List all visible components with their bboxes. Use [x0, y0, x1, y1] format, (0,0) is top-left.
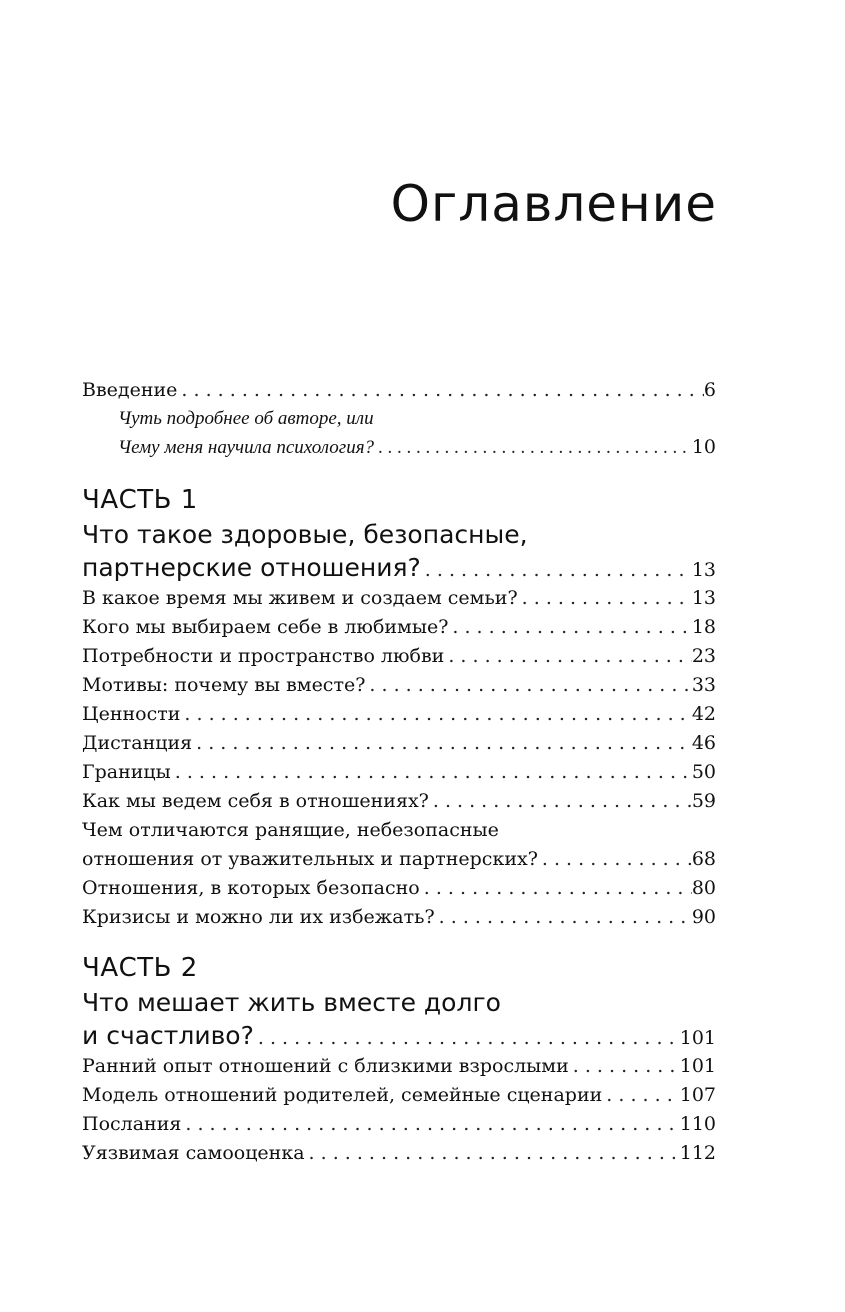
- dot-leader: [538, 845, 692, 874]
- toc-intro: [82, 376, 716, 462]
- toc-entry-page: 107: [679, 1084, 716, 1106]
- part-title-line1[interactable]: Что такое здоровые, безопасные,: [82, 520, 528, 549]
- part-title-line2: и счастливо?: [82, 1021, 254, 1050]
- toc-part1: [82, 482, 716, 932]
- toc-entry[interactable]: [82, 845, 716, 874]
- toc-entry-title: Потребности и пространство любви: [82, 645, 445, 667]
- toc-entry[interactable]: [82, 700, 716, 729]
- toc-entry-title: Отношения, в которых безопасно: [82, 877, 420, 899]
- toc-entry-page: 50: [691, 761, 716, 783]
- toc-entry-title: Введение: [82, 379, 178, 401]
- toc-subentry-line1[interactable]: Чуть подробнее об авторе, или: [118, 408, 374, 429]
- toc-entry-page: 23: [691, 645, 716, 667]
- toc-entry-page: 42: [691, 703, 716, 725]
- toc-entry-page: 101: [679, 1055, 716, 1077]
- toc-entry-line1[interactable]: Чем отличаются ранящие, небезопасные: [82, 819, 499, 841]
- dot-leader: [254, 1022, 680, 1055]
- toc-entry-title: Дистанция: [82, 732, 193, 754]
- part-label: ЧАСТЬ 2: [82, 953, 198, 983]
- toc-entry[interactable]: [82, 874, 716, 903]
- toc-entry-page: 68: [691, 848, 716, 870]
- dot-leader: [180, 700, 691, 729]
- toc-entry[interactable]: [82, 671, 716, 700]
- toc-entry-title: Границы: [82, 761, 171, 783]
- toc-entry-page: 10: [691, 436, 716, 458]
- dot-leader: [448, 613, 691, 642]
- toc-entry[interactable]: [82, 584, 716, 613]
- toc-entry[interactable]: [82, 613, 716, 642]
- toc-entry-page: 18: [691, 616, 716, 638]
- toc-entry-title: Ранний опыт отношений с близкими взрослыми: [82, 1055, 569, 1077]
- dot-leader: [305, 1139, 680, 1168]
- toc-entry-page: 110: [679, 1113, 716, 1135]
- dot-leader: [444, 642, 691, 671]
- toc-entry-page: 33: [691, 674, 716, 696]
- toc-entry-intro[interactable]: [82, 376, 716, 405]
- toc-entry-title: Чему меня научила психология?: [118, 437, 375, 458]
- toc-entry-page: 6: [703, 379, 716, 401]
- dot-leader: [429, 787, 692, 816]
- dot-leader: [569, 1052, 680, 1081]
- toc-entry-page: 101: [679, 1027, 716, 1049]
- toc-entry-title: Кого мы выбираем себе в любимые?: [82, 616, 449, 638]
- toc-entry-title: Уязвимая самооценка: [82, 1142, 305, 1164]
- page-title: Оглавление: [390, 175, 717, 233]
- toc-entry-part2[interactable]: [82, 1019, 716, 1052]
- toc-part2: [82, 950, 716, 1168]
- toc-entry-title: отношения от уважительных и партнерских?: [82, 848, 538, 870]
- toc-entry-page: 59: [691, 790, 716, 812]
- part-label: ЧАСТЬ 1: [82, 485, 198, 515]
- part-title-line1[interactable]: Что мешает жить вместе долго: [82, 988, 501, 1017]
- dot-leader: [181, 1110, 679, 1139]
- dot-leader: [365, 671, 691, 700]
- toc-entry[interactable]: [82, 903, 716, 932]
- toc-entry-page: 46: [691, 732, 716, 754]
- part-title-line2: партнерские отношения?: [82, 553, 421, 582]
- dot-leader: [518, 584, 692, 613]
- toc-entry[interactable]: [82, 787, 716, 816]
- toc-entry[interactable]: [82, 1052, 716, 1081]
- toc-entry[interactable]: [82, 1081, 716, 1110]
- dot-leader: [192, 729, 692, 758]
- dot-leader: [177, 376, 703, 405]
- dot-leader: [602, 1081, 679, 1110]
- toc-entry-part1[interactable]: [82, 551, 716, 584]
- toc-entry-title: Ценности: [82, 703, 181, 725]
- toc-entry-title: В какое время мы живем и создаем семьи?: [82, 587, 518, 609]
- dot-leader: [435, 903, 692, 932]
- toc-entry[interactable]: [82, 1139, 716, 1168]
- toc-entry-page: 13: [691, 587, 716, 609]
- toc-entry-page: 112: [679, 1142, 716, 1164]
- dot-leader: [420, 874, 692, 903]
- dot-leader: [374, 433, 692, 462]
- toc-entry-title: Модель отношений родителей, семейные сценарии: [82, 1084, 603, 1106]
- toc-entry[interactable]: [82, 729, 716, 758]
- toc-entry-page: 13: [691, 559, 716, 581]
- toc-entry-title: Как мы ведем себя в отношениях?: [82, 790, 429, 812]
- toc-entry[interactable]: [82, 1110, 716, 1139]
- toc-entry[interactable]: [82, 758, 716, 787]
- dot-leader: [421, 554, 692, 587]
- toc-entry-page: 80: [691, 877, 716, 899]
- toc-entry-title: Послания: [82, 1113, 182, 1135]
- dot-leader: [171, 758, 692, 787]
- toc-entry-page: 90: [691, 906, 716, 928]
- toc-subentry-about-author[interactable]: [82, 433, 716, 462]
- toc-entry[interactable]: [82, 642, 716, 671]
- toc-entry-title: Кризисы и можно ли их избежать?: [82, 906, 435, 928]
- toc-entry-title: Мотивы: почему вы вместе?: [82, 674, 366, 696]
